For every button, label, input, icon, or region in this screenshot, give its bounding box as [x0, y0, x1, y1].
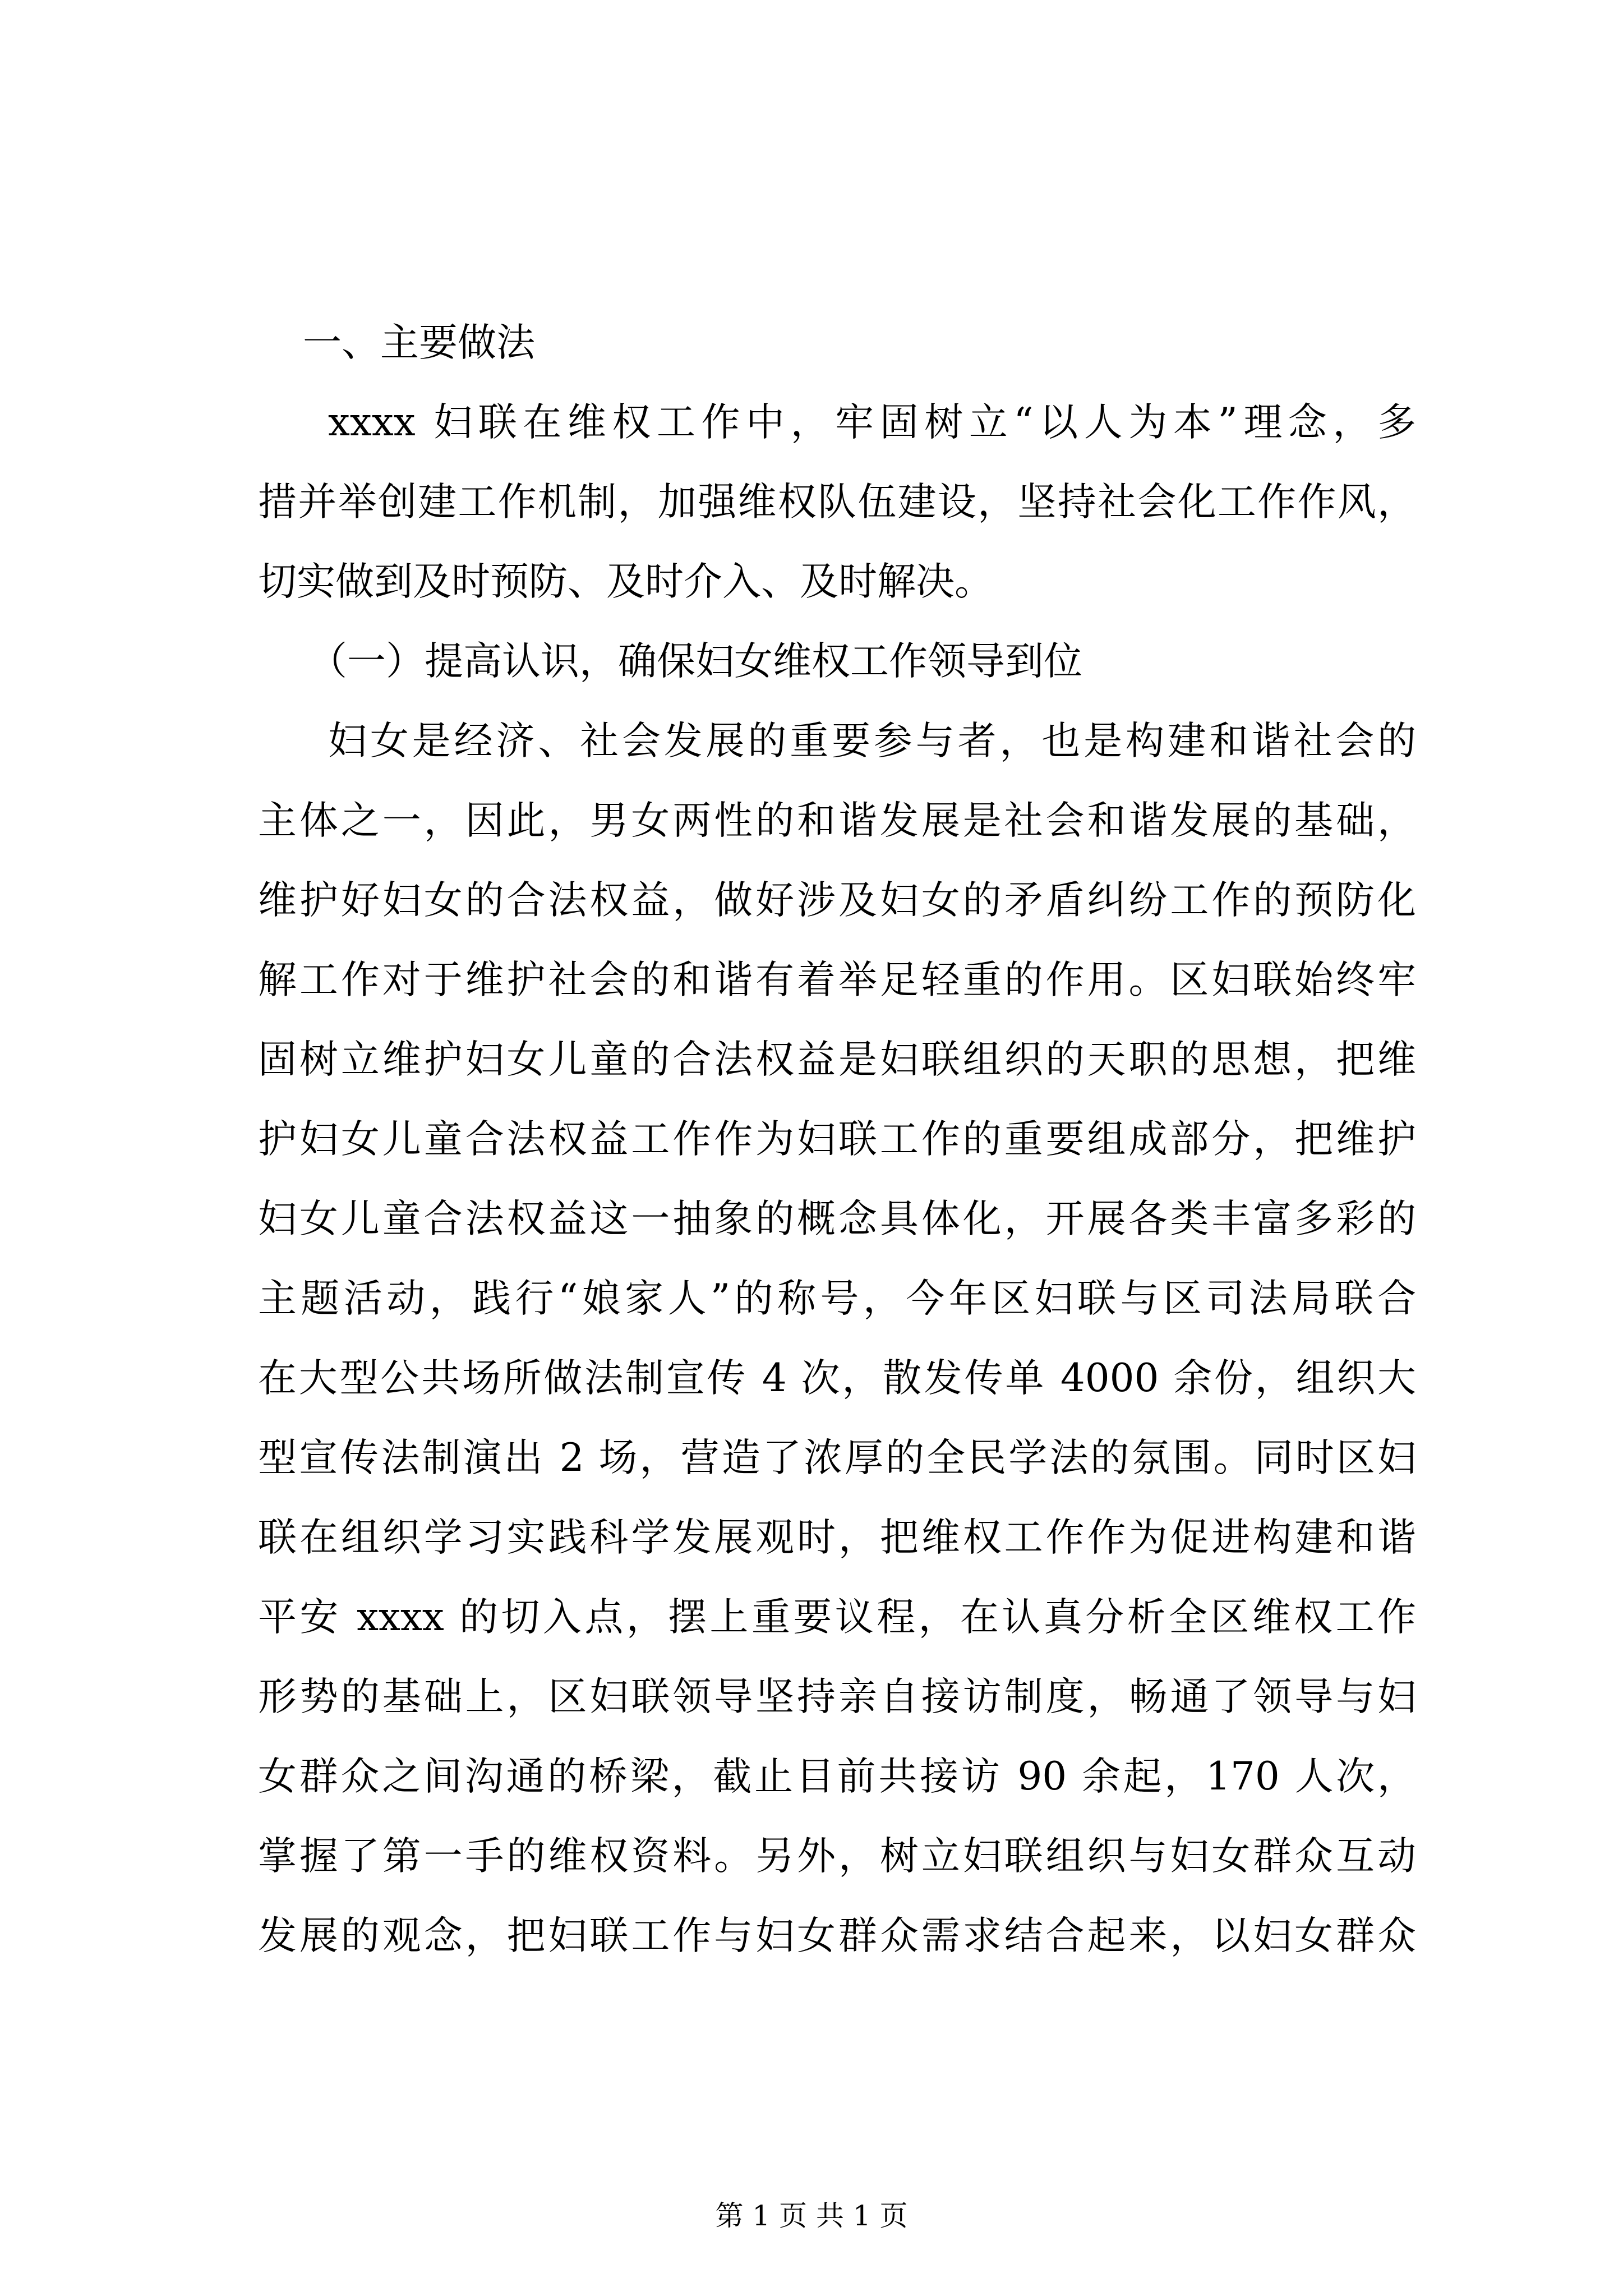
paragraph-line: 切实做到及时预防、及时介入、及时解决。 — [258, 559, 993, 604]
page-footer: 第 1 页 共 1 页 — [715, 2200, 908, 2232]
paragraph-line: 联在组织学习实践科学发展观时，把维权工作作为促进构建和谐 — [258, 1515, 1416, 1560]
paragraph-line: 妇女是经济、社会发展的重要参与者，也是构建和谐社会的 — [328, 719, 1416, 763]
paragraph-line: 主题活动，践行“娘家人”的称号，今年区妇联与区司法局联合 — [258, 1276, 1416, 1321]
document-body — [258, 303, 1416, 1976]
paragraph-line: 主体之一，因此，男女两性的和谐发展是社会和谐发展的基础， — [258, 798, 1416, 843]
paragraph-line: 发展的观念，把妇联工作与妇女群众需求结合起来，以妇女群众 — [258, 1913, 1416, 1958]
paragraph-line: 措并举创建工作机制，加强维权队伍建设，坚持社会化工作作风， — [258, 480, 1416, 524]
paragraph-line: 维护好妇女的合法权益，做好涉及妇女的矛盾纠纷工作的预防化 — [258, 878, 1416, 923]
subsection-heading: （一）提高认识，确保妇女维权工作领导到位 — [308, 639, 1082, 684]
paragraph-line: 女群众之间沟通的桥梁，截止目前共接访 90 余起，170 人次， — [258, 1754, 1416, 1799]
paragraph-line: 形势的基础上，区妇联领导坚持亲自接访制度，畅通了领导与妇 — [258, 1674, 1416, 1719]
paragraph-line: 在大型公共场所做法制宣传 4 次，散发传单 4000 余份，组织大 — [258, 1356, 1416, 1401]
paragraph-line: 固树立维护妇女儿童的合法权益是妇联组织的天职的思想，把维 — [258, 1037, 1416, 1082]
paragraph-line: 平安 xxxx 的切入点，摆上重要议程，在认真分析全区维权工作 — [258, 1595, 1416, 1640]
section-heading: 一、主要做法 — [303, 320, 535, 365]
paragraph-line: 解工作对于维护社会的和谐有着举足轻重的作用。区妇联始终牢 — [258, 958, 1416, 1002]
paragraph-line: 掌握了第一手的维权资料。另外，树立妇联组织与妇女群众互动 — [258, 1834, 1416, 1879]
paragraph-line: xxxx 妇联在维权工作中，牢固树立“以人为本”理念，多 — [328, 400, 1416, 445]
paragraph-line: 妇女儿童合法权益这一抽象的概念具体化，开展各类丰富多彩的 — [258, 1197, 1416, 1241]
paragraph-line: 型宣传法制演出 2 场，营造了浓厚的全民学法的氛围。同时区妇 — [258, 1435, 1416, 1480]
paragraph-line: 护妇女儿童合法权益工作作为妇联工作的重要组成部分，把维护 — [258, 1117, 1416, 1162]
